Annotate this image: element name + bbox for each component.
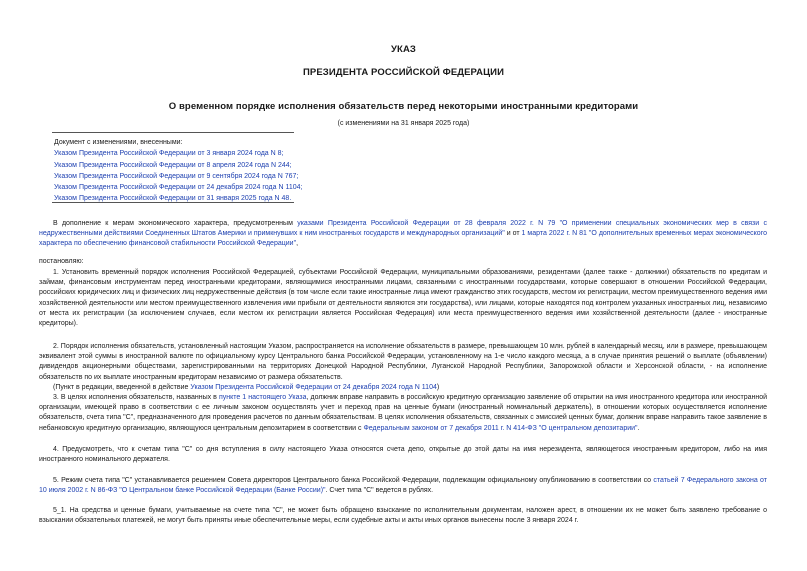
item-1-link[interactable]: пункте 1 настоящего Указа <box>218 394 307 401</box>
amendment-link-4[interactable]: Указом Президента Российской Федерации от 24 декабря 2024 года N 1104; <box>54 184 303 192</box>
divider-top <box>52 132 294 133</box>
amendment-link-3[interactable]: Указом Президента Российской Федерации от 9 сентября 2024 года N 767; <box>54 172 299 180</box>
amendment-link-5[interactable]: Указом Президента Российской Федерации от 31 января 2025 года N 48. <box>54 195 292 203</box>
law-86-fz-link[interactable]: статьей 7 Федерального закона от 10 июля 2002 г. N 86-ФЗ "О Центральном банке Российской Федерации (Банке России)" <box>39 477 767 495</box>
decree-79-link[interactable]: указами Президента Российской Федерации от 28 февраля 2022 г. N 79 "О применении специальных экономических мер в связи с недружественными действиями Соединенных Штатов Америки и примкнувших к ним иностранных государств и международных организаций" <box>39 220 767 238</box>
decree-1104-link[interactable]: Указом Президента Российской Федерации от 24 декабря 2024 года N 1104 <box>190 384 437 391</box>
amendments-list <box>54 137 302 205</box>
paragraph-5-1: 5_1. На средства и ценные бумаги, учитываемые на счете типа "С", не может быть обращено взыскание по исполнительным документам, наложен арест, в отношении их не может быть заявлено требование о взыскании обязательных платежей, не могут быть приняты иные обеспечительные меры, если судебные акты и акты иных органов вынесены после 3 января 2024 г. <box>39 507 767 525</box>
paragraph-2: 2. Порядок исполнения обязательств, установленный настоящим Указом, распространяется на исполнение обязательств в размере, превышающем 10 млн. рублей в календарный месяц, или в размере, превышающем эквивалент этой суммы в иностранной валюте по официальному курсу Центрального банка Российской Федерации, установленному на 1-е число каждого месяца, а в случае принятия решений о выплате (объявлении) дивидендов акционерными обществами, зарегистрированными на территориях Донецкой Народной Республики, Луганской Народной Республики, Запорожской области и Херсонской области, - на исполнение обязательств по их выплате иностранным кредиторам независимо от размера обязательств. <box>39 343 767 381</box>
law-414-fz-link[interactable]: Федеральным законом от 7 декабря 2011 г. N 414-ФЗ "О центральном депозитарии" <box>363 424 638 432</box>
paragraph-2-note: (Пункт в редакции, введенной в действие Указом Президента Российской Федерации от 24 декабря 2024 года N 1104) <box>53 384 440 391</box>
paragraph-1: 1. Установить временный порядок исполнения Российской Федерацией, субъектами Российской Федерации, муниципальными образованиями, резидентами (далее также - должники) обязательств по кредитам и займам, финансовым инструментам перед иностранными кредиторами, являющимися иностранными лицами, связанными с иностранными государствами, которые совершают в отношении Российской Федерации, российских юридических лиц и физических лиц недружественные действия (в том числе если такие иностранные лица имеют гражданство этих государств, местом их регистрации, местом преимущественного ведения ими хозяйственной деятельности или местом преимущественного извлечения ими прибыли от деятельности являются эти государства), или лицами, которые находятся под контролем указанных иностранных лиц, независимо от места их регистрации (за исключением случаев, если местом их регистрации является Российская Федерация) или места преимущественного ведения ими хозяйственной деятельности (далее - иностранные кредиторы). <box>39 269 767 328</box>
amendment-link-1[interactable]: Указом Президента Российской Федерации от 3 января 2024 года N 8; <box>54 150 284 158</box>
document-title: О временном порядке исполнения обязательств перед некоторыми иностранными кредиторами <box>168 101 639 112</box>
paragraph-4: 4. Предусмотреть, что к счетам типа "С" со дня вступления в силу настоящего Указа относятся счета депо, открытые до этой даты на имя нерезидента, являющегося иностранным кредитором, либо на имя иностранного номинального держателя. <box>39 446 767 464</box>
decree-81-link[interactable]: 1 марта 2022 г. N 81 "О дополнительных временных мерах экономического характера по обеспечению финансовой стабильности Российской Федерации" <box>39 230 767 248</box>
amendment-link-2[interactable]: Указом Президента Российской Федерации от 8 апреля 2024 года N 244; <box>54 161 292 169</box>
preamble-paragraph: В дополнение к мерам экономического характера, предусмотренным указами Президента Российской Федерации от 28 февраля 2022 г. N 79 "О применении специальных экономических мер в связи с недружественными действиями Соединенных Штатов Америки и примкнувших к ним иностранных государств и международных организаций" и от 1 марта 2022 г. N 81 "О дополнительных временных мерах экономического характера по обеспечению финансовой стабильности Российской Федерации", <box>39 220 767 248</box>
amendment-date-note: (с изменениями на 31 января 2025 года) <box>337 120 470 127</box>
paragraph-5: 5. Режим счета типа "С" устанавливается решением Совета директоров Центрального банка Российской Федерации, подлежащим официальному опубликованию в соответствии со статьей 7 Федерального закона от 10 июля 2002 г. N 86-ФЗ "О Центральном банке Российской Федерации (Банке России)". Счет типа "С" ведется в рублях. <box>39 477 767 495</box>
divider-bottom <box>52 202 294 203</box>
paragraph-3: 3. В целях исполнения обязательств, названных в пункте 1 настоящего Указа, должник вправе направить в российскую кредитную организацию заявление об открытии на имя иностранного кредитора или иностранной организации, имеющей право в соответствии с ее личным законом осуществлять учет и переход прав на ценные бумаги (иностранный номинальный держатель), в отношении которых осуществляется исполнение обязательств, счета типа "С", предназначенного для проведения расчетов по данным обязательствам. В целях исполнения обязательств, связанных с эмиссией ценных бумаг, должник вправе направить такое заявление в небанковскую кредитную организацию, являющуюся центральным депозитарием в соответствии с Федеральным законом от 7 декабря 2011 г. N 414-ФЗ "О центральном депозитарии". <box>39 394 768 432</box>
decree-heading: УКАЗ <box>391 44 416 55</box>
decree-issuer: ПРЕЗИДЕНТА РОССИЙСКОЙ ФЕДЕРАЦИИ <box>302 67 505 78</box>
decree-word: постановляю: <box>39 258 84 265</box>
amendments-intro: Документ с изменениями, внесенными: <box>54 139 183 146</box>
